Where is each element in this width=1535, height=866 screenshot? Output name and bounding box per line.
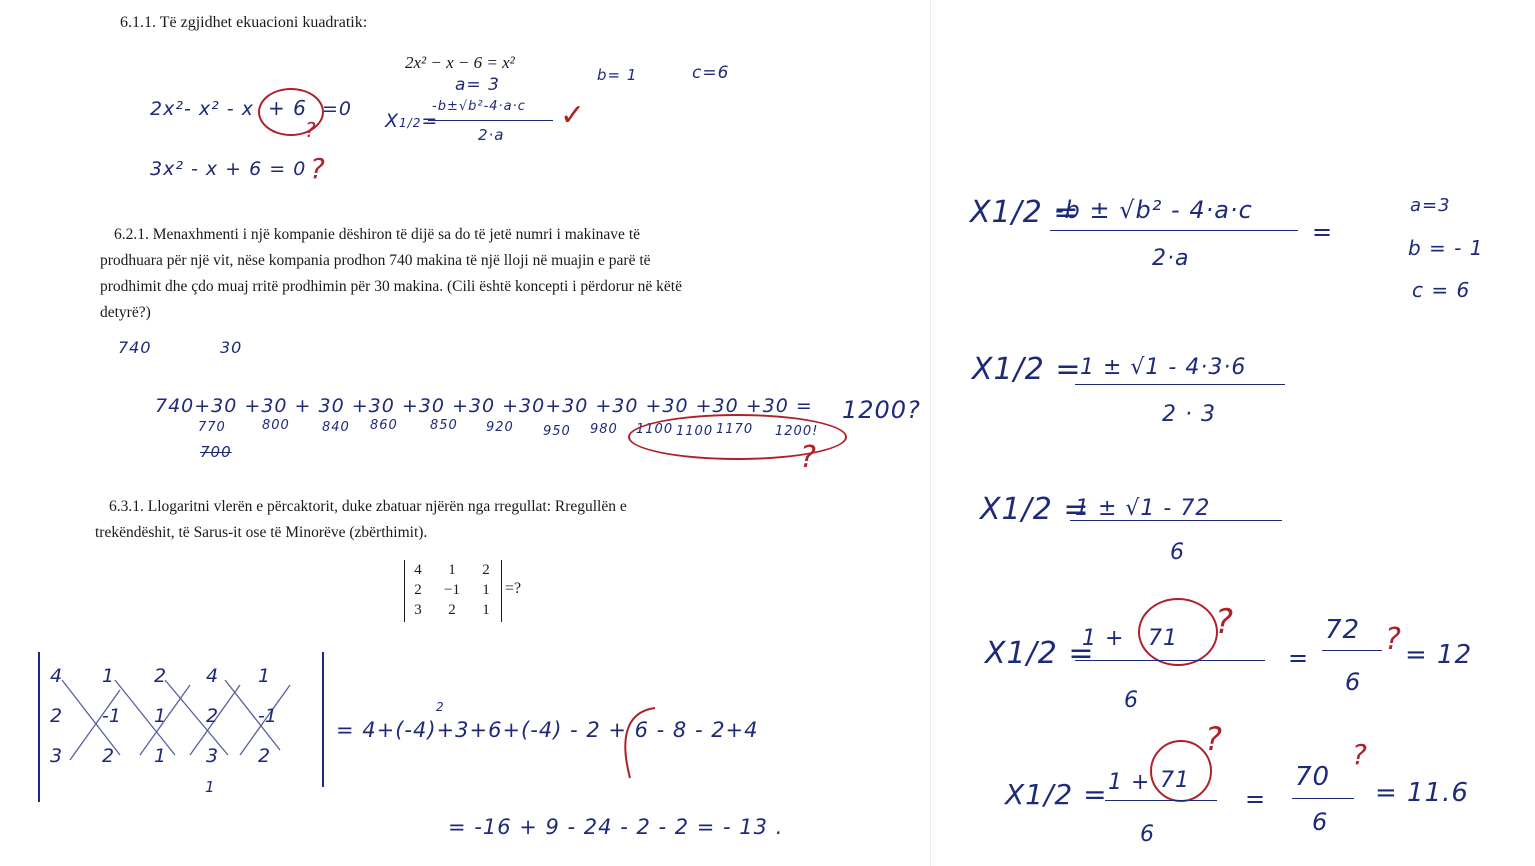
diagonal-line: [225, 680, 280, 750]
question-621-line2: prodhuara për një vit, nëse kompania prodhon 740 makina të një lloji në muajin e parë të: [100, 252, 651, 269]
partial-840: 840: [322, 420, 350, 435]
hand-cell: 2: [258, 745, 271, 767]
matrix-cell: 1: [482, 582, 490, 598]
partial-circled-2: 1100: [676, 424, 714, 439]
expression-line2: = -16 + 9 - 24 - 2 - 2 = - 13 .: [448, 815, 784, 839]
rhs5-result-fraction-bar: [1292, 798, 1354, 799]
rhs4-fraction-bar: [1075, 660, 1265, 661]
rhs3-denominator: 6: [1170, 540, 1185, 565]
hand-cell: 2: [154, 665, 167, 687]
rhs4-numerator-circled: 71: [1148, 626, 1178, 651]
rhs5-numerator-circled: 71: [1160, 768, 1190, 793]
rhs5-numerator-left: 1 +: [1108, 770, 1151, 795]
matrix-cell: 3: [414, 602, 422, 618]
question-611-title: 6.1.1. Të zgjidhet ekuacioni kuadratik:: [120, 14, 368, 31]
work-line1-circled: + 6: [268, 96, 307, 120]
coefficient-b: b = - 1: [1408, 236, 1484, 260]
coefficient-a: a=3: [1410, 195, 1451, 216]
hand-cell: 1: [154, 745, 167, 767]
rhs2-denominator: 2 · 3: [1162, 402, 1216, 427]
matrix-cell: 2: [448, 602, 456, 618]
hand-cell: -1: [102, 705, 121, 727]
rhs5-equals: =: [1245, 785, 1267, 813]
expression-exponent: 2: [436, 700, 445, 714]
rhs1-fraction-bar: [1050, 230, 1298, 231]
question-621-line4: detyrë?): [100, 304, 151, 321]
rhs1-numerator: -b ± √b² - 4·a·c: [1055, 196, 1253, 224]
question-621-line1: 6.2.1. Menaxhmenti i një kompanie dëshiron të dijë sa do të jetë numri i makinave të: [114, 226, 641, 243]
rhs4-numerator-left: 1 +: [1082, 626, 1125, 651]
rhs5-lhs: X1/2 =: [1005, 778, 1108, 811]
question-621-line3: prodhimit dhe çdo muaj rritë prodhimin për 30 makina. (Cili është koncepti i përdorur në këtë: [100, 278, 682, 295]
red-circle-mark-3: [1150, 740, 1212, 802]
work-line2: 3x² - x + 6 = 0: [150, 158, 307, 180]
red-question-mark-7: ?: [1352, 738, 1368, 771]
sum-line: 740+30 +30 + 30 +30 +30 +30 +30+30 +30 +30 +30 +30 =: [155, 395, 813, 417]
matrix-cell: 2: [482, 562, 490, 578]
diagonal-line: [165, 680, 228, 755]
red-question-mark-2: ?: [310, 152, 326, 185]
matrix-cell: 4: [414, 562, 422, 578]
rhs1-lhs: X1/2 =: [970, 195, 1080, 230]
partial-circled-3: 1170: [716, 422, 754, 437]
diagonal-line: [62, 680, 120, 755]
sum-result-value: 1200?: [842, 396, 921, 424]
rhs4-result: = 12: [1405, 640, 1473, 670]
rhs5-fraction-numerator: 70: [1295, 762, 1331, 792]
rhs5-fraction-denominator: 6: [1312, 808, 1329, 836]
rhs4-equals: =: [1288, 644, 1310, 672]
question-631-line1: 6.3.1. Llogaritni vlerën e përcaktorit, duke zbatuar njërën nga rregullat: Rregullën e: [109, 498, 627, 515]
rhs1-denominator: 2·a: [1152, 246, 1190, 271]
hand-cell: 2: [102, 745, 115, 767]
partial-circled-1: 1100: [636, 422, 674, 437]
rhs2-lhs: X1/2 =: [972, 352, 1082, 387]
note-b-value: b= 1: [597, 66, 638, 84]
rhs5-fraction-bar: [1105, 800, 1217, 801]
matrix-cell: −1: [444, 582, 460, 598]
rhs4-fraction-numerator: 72: [1325, 615, 1361, 645]
hand-cell: 1: [102, 665, 115, 687]
partial-920: 920: [486, 420, 514, 435]
red-question-mark: ?: [305, 118, 317, 142]
partial-860: 860: [370, 418, 398, 433]
partial-circled-4: 1200!: [775, 424, 819, 439]
diagonal-line: [190, 685, 240, 755]
check-mark-icon: ✓: [560, 98, 587, 133]
partial-980: 980: [590, 422, 618, 437]
work-line1-right: =0: [322, 98, 353, 120]
partial-800: 800: [262, 418, 290, 433]
rhs2-fraction-bar: [1075, 384, 1285, 385]
partial-770: 770: [198, 420, 226, 435]
red-question-mark-4: ?: [1215, 602, 1235, 642]
rhs4-result-fraction-bar: [1322, 650, 1382, 651]
scribble: 700: [200, 443, 232, 461]
hand-cell: 2: [206, 705, 219, 727]
formula-numerator: -b±√b²-4·a·c: [432, 99, 526, 114]
rhs5-result: = 11.6: [1375, 778, 1469, 808]
diagonal-line: [240, 685, 290, 755]
hand-cell: 1: [154, 705, 167, 727]
rhs4-denominator: 6: [1124, 688, 1139, 713]
partial-950: 950: [543, 424, 571, 439]
coefficient-c: c = 6: [1412, 278, 1471, 302]
hand-cell: -1: [258, 705, 277, 727]
note-a-value: a= 3: [455, 75, 500, 95]
red-question-mark-6: ?: [1205, 720, 1223, 758]
expression-line1: = 4+(-4)+3+6+(-4) - 2 + 6 - 8 - 2+4: [336, 718, 759, 742]
matrix-suffix: =?: [505, 580, 522, 597]
rhs3-numerator: 1 ± √1 - 72: [1075, 496, 1211, 521]
rhs4-lhs: X1/2 =: [985, 636, 1095, 671]
hand-extra-digit: 1: [205, 778, 216, 796]
hand-cell: 3: [50, 745, 63, 767]
red-circle-mark-2: [1138, 598, 1218, 666]
note-c-value: c=6: [692, 63, 730, 83]
hand-cell: 1: [258, 665, 271, 687]
question-611-equation: 2x² − x − 6 = x²: [405, 53, 515, 72]
rhs4-fraction-denominator: 6: [1345, 668, 1362, 696]
formula-denominator: 2·a: [478, 126, 505, 144]
partial-850: 850: [430, 418, 458, 433]
rhs5-denominator: 6: [1140, 822, 1155, 847]
hand-cell: 2: [50, 705, 63, 727]
rhs3-lhs: X1/2 =: [980, 492, 1090, 527]
red-question-mark-3: ?: [800, 440, 817, 475]
note-30: 30: [220, 338, 243, 357]
work-line1-left: 2x²- x² - x: [150, 98, 254, 120]
rhs1-equals: =: [1312, 218, 1334, 246]
question-631-line2: trekëndëshit, të Sarus-it ose të Minorëve (zbërthimit).: [95, 524, 428, 541]
matrix-cell: 1: [482, 602, 490, 618]
red-question-mark-5: ?: [1385, 622, 1402, 657]
note-740: 740: [118, 338, 152, 357]
hand-cell: 3: [206, 745, 219, 767]
hand-cell: 4: [50, 665, 63, 687]
hand-cell: 4: [206, 665, 219, 687]
rhs3-fraction-bar: [1070, 520, 1282, 521]
matrix-cell: 1: [448, 562, 456, 578]
formula-lhs: X1/2=: [385, 110, 439, 132]
rhs2-numerator: 1 ± √1 - 4·3·6: [1080, 355, 1247, 380]
matrix-cell: 2: [414, 582, 422, 598]
